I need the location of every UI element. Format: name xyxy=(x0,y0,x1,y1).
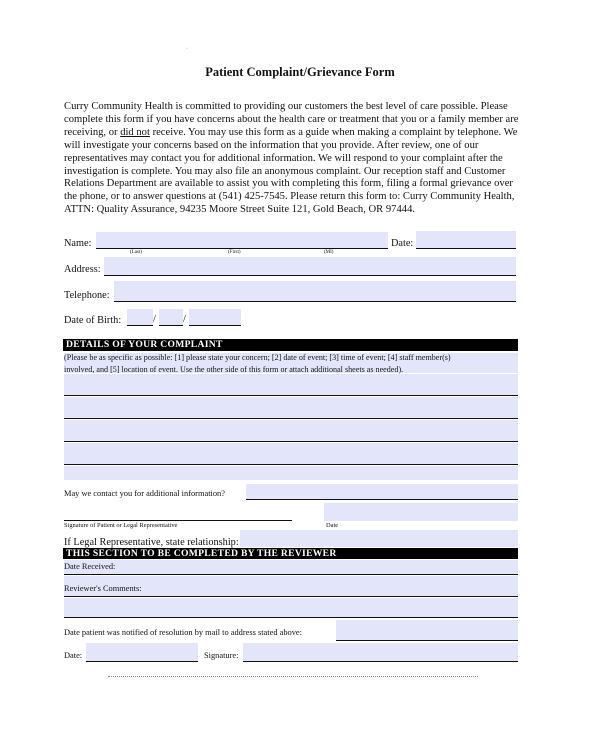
telephone-input[interactable] xyxy=(114,281,516,302)
complaint-line-5[interactable] xyxy=(64,466,518,480)
complaint-line-3[interactable] xyxy=(64,420,518,442)
contact-answer-input[interactable] xyxy=(246,484,518,500)
complaint-line-4[interactable] xyxy=(64,443,518,465)
form-title: Patient Complaint/Grievance Form xyxy=(205,65,395,79)
signature-line[interactable] xyxy=(64,520,292,521)
middle-initial-caption: (MI) xyxy=(324,250,334,255)
intro-text-2: receive. You may use this form as a guide when making a complaint by telephone. We will investigate your concerns based on the information that you provide. After review, one of our representatives may contact you for additional information. We will respond to your complaint after the investigation is complete. You may also file an anonymous complaint. Our reception staff and Customer Relations Department are available to assist you with completing this form, filing a formal grievance over the phone, or to answer questions at (541) 425-7545. Please return this form to: Curry Community Health, ATTN: Quality Assurance, 94235 Moore Street Suite 121, Gold Beach, OR 97444. xyxy=(64,126,518,216)
first-name-caption: (First) xyxy=(228,250,241,255)
dob-separator-2: / xyxy=(183,314,186,325)
final-date-label: Date: xyxy=(64,651,83,660)
dob-separator-1: / xyxy=(153,314,156,325)
telephone-label: Telephone: xyxy=(64,290,110,301)
address-input[interactable] xyxy=(104,257,516,276)
signature-date-input[interactable] xyxy=(324,503,518,521)
complaint-instructions-1: (Please be as specific as possible: [1] please state your concern; [2] date of event; [3] time of event; [4] staff member(s) xyxy=(64,353,451,362)
notified-date-input[interactable] xyxy=(336,620,518,641)
reviewer-signature-input[interactable] xyxy=(243,643,518,662)
complaint-line-2[interactable] xyxy=(64,397,518,419)
complaint-section-heading: DETAILS OF YOUR COMPLAINT xyxy=(63,339,518,351)
name-label: Name: xyxy=(64,238,92,249)
scan-mark: · xyxy=(186,46,188,52)
reviewer-signature-label: Signature: xyxy=(204,651,239,660)
footer-cutoff xyxy=(108,676,478,679)
legal-rep-input[interactable] xyxy=(240,530,518,547)
date-input[interactable] xyxy=(416,231,516,249)
dob-month-input[interactable] xyxy=(127,309,153,326)
dob-label: Date of Birth: xyxy=(64,315,122,326)
address-label: Address: xyxy=(64,264,101,275)
name-input[interactable] xyxy=(96,232,388,249)
legal-rep-label: If Legal Representative, state relationship: xyxy=(64,537,239,548)
signature-date-caption: Date xyxy=(326,522,339,529)
final-date-input[interactable] xyxy=(86,643,198,662)
dob-day-input[interactable] xyxy=(159,309,183,326)
reviewer-comments-line-2[interactable] xyxy=(64,598,518,618)
notified-date-label: Date patient was notified of resolution by mail to address stated above: xyxy=(64,628,302,637)
reviewer-section-heading: THIS SECTION TO BE COMPLETED BY THE REVIEWER xyxy=(63,548,518,559)
date-received-input[interactable] xyxy=(64,560,518,575)
intro-text-1: Curry Community Health is committed to providing our customers the best level of care possible. Please complete this form if you have concerns about the health care or treatment that you or a family member are receiving, or xyxy=(64,101,519,138)
contact-question-label: May we contact you for additional information? xyxy=(64,489,225,498)
complaint-instructions-2: involved, and [5] location of event. Use the other side of this form or attach additional sheets as needed). xyxy=(64,365,404,374)
date-label: Date: xyxy=(391,238,414,249)
signature-caption: Signature of Patient or Legal Representative xyxy=(64,522,178,529)
last-name-caption: (Last) xyxy=(130,250,142,255)
date-received-label: Date Received: xyxy=(64,562,116,571)
dob-year-input[interactable] xyxy=(189,309,241,326)
complaint-line-1[interactable] xyxy=(64,374,518,396)
intro-paragraph xyxy=(64,101,524,217)
intro-underlined: did not xyxy=(120,126,150,138)
reviewer-comments-label: Reviewer's Comments: xyxy=(64,584,142,593)
